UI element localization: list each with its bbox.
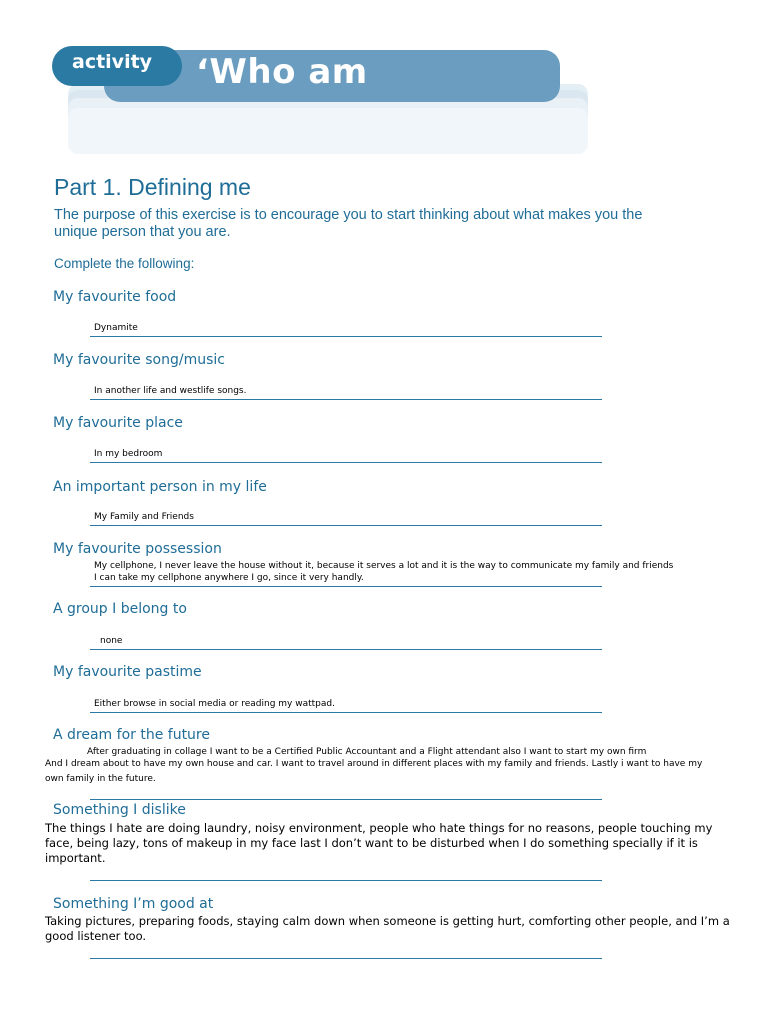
person-answer[interactable]: My Family and Friends (94, 512, 194, 522)
food-answer[interactable]: Dynamite (94, 323, 138, 333)
food-answer-line (90, 336, 602, 337)
song-answer-line (90, 399, 602, 400)
dream-answer-line-3[interactable]: own family in the future. (45, 774, 156, 784)
section-title: Part 1. Defining me (54, 174, 251, 200)
good-at-answer[interactable]: Taking pictures, preparing foods, staying calm down when someone is getting hurt, comforting other people, and I’m a good listener too. (45, 914, 730, 943)
activity-badge-label: activity (72, 51, 153, 73)
place-answer-line (90, 462, 602, 463)
possession-label: My favourite possession (53, 541, 222, 557)
possession-answer-line-1[interactable]: My cellphone, I never leave the house without it, because it serves a lot and it is the way to communicate my family and friends (94, 561, 674, 571)
possession-answer-line-2[interactable]: I can take my cellphone anywhere I go, since it very handly. (94, 573, 364, 583)
dislike-answer-line (90, 880, 602, 881)
good-at-answer-line (90, 958, 602, 959)
song-answer[interactable]: In another life and westlife songs. (94, 386, 247, 396)
group-answer-line (90, 649, 602, 650)
good-at-label: Something I’m good at (53, 896, 214, 912)
pastime-answer[interactable]: Either browse in social media or reading my wattpad. (94, 699, 335, 709)
person-label: An important person in my life (53, 479, 267, 495)
dream-answer-line-1[interactable]: After graduating in collage I want to be a Certified Public Accountant and a Flight attendant also I want to start my own firm (87, 747, 647, 757)
person-answer-line (90, 525, 602, 526)
section-instruction: Complete the following: (54, 256, 195, 271)
dislike-label: Something I dislike (53, 802, 186, 818)
place-answer[interactable]: In my bedroom (94, 449, 163, 459)
possession-answer-line (90, 586, 602, 587)
dream-answer-line (90, 799, 602, 800)
dislike-answer[interactable]: The things I hate are doing laundry, noisy environment, people who hate things for no reasons, people touching my face, being lazy, tons of makeup in my face last I don’t want to be disturbed when I do something specially if it is important. (45, 821, 713, 865)
food-label: My favourite food (53, 289, 177, 305)
dream-answer-line-2[interactable]: And I dream about to have my own house and car. I want to travel around in different places with my family and friends. Lastly i want to have my (45, 759, 703, 769)
section-intro: The purpose of this exercise is to encourage you to start thinking about what makes you the unique person that you are. (54, 207, 643, 240)
dream-label: A dream for the future (53, 727, 210, 743)
pastime-label: My favourite pastime (53, 664, 202, 680)
group-answer[interactable]: none (100, 636, 123, 646)
group-label: A group I belong to (53, 601, 187, 617)
page-title: ‘Who am (196, 52, 368, 92)
place-label: My favourite place (53, 415, 183, 431)
song-label: My favourite song/music (53, 352, 225, 368)
pastime-answer-line (90, 712, 602, 713)
